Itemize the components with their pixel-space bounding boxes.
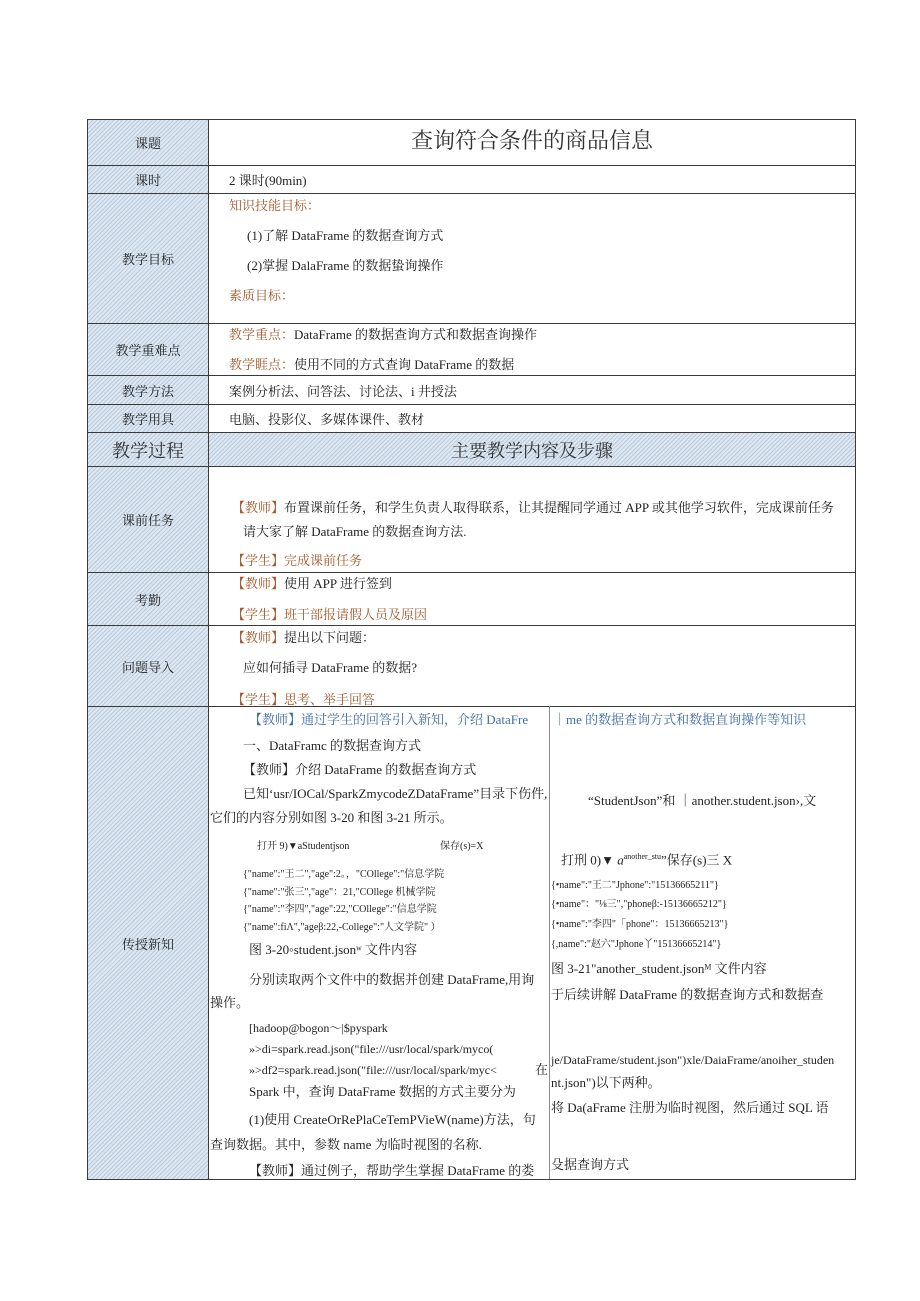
new-knowledge-right (550, 707, 855, 1179)
attendance-student-line: 【学生】班干部报请假人员及原因 (232, 607, 428, 622)
code-line: [hadoop@bogon～|$pyspark (249, 1021, 388, 1035)
label-topic: 课题 (88, 120, 208, 165)
table-rule (87, 165, 856, 166)
json-line: {•name":"李四"「phone"：15136665213"} (551, 919, 729, 930)
figure-caption: 图 3-21"another_student.jsonᴹ 文件内容 (551, 961, 767, 976)
knowledge-item: (1)了解 DataFrame 的数据查询方式 (247, 228, 444, 243)
intro-student-line: 【学生】思考、举手回答 (232, 692, 376, 706)
nk-register: 将 Da(aFrame 注册为临时视图，然后通过 SQL 语 (551, 1100, 829, 1115)
label-pre-class: 课前任务 (88, 467, 208, 572)
nk-known-path: 已知‘usr/IOCal/SparkZmycodeZDataFrame”目录下伤件, (243, 786, 548, 801)
nk-dialog-open: 打刑 0)▼ (561, 852, 618, 868)
label-objectives: 教学目标 (88, 194, 208, 323)
json-line: {"name":"王二","age":2。，"COllege":"信息学院 (243, 869, 445, 880)
nk-files: “StudentJson”和 ｜another.student.json›,文 (588, 793, 817, 808)
table-rule (87, 323, 856, 324)
json-line: {,name":"赵六"Jphone丫"15136665214"} (551, 939, 722, 950)
nk-read-files-2: 操作。 (210, 995, 250, 1010)
code-line: je/DataFrame/student.json")xle/DaiaFrame/anoiher_studen (551, 1053, 835, 1067)
lesson-hours: 2 课时(90min) (229, 173, 307, 188)
difficult-point-text: 使用不同的方式查询 DataFrame 的数据 (294, 357, 515, 372)
new-knowledge-left (209, 707, 549, 1179)
key-point-text: DataFrame 的数据查询方式和数据查询操作 (294, 327, 538, 342)
label-hours: 课时 (88, 166, 208, 193)
intro-question: 应如何插寻 DataFrame 的数据? (243, 660, 418, 675)
table-rule (87, 193, 856, 194)
attendance-teacher-line (232, 576, 392, 592)
json-line: {•name"："⅛三","phoneβ:-15136665212"} (551, 899, 727, 910)
label-process: 教学过程 (88, 433, 208, 466)
key-point-line (229, 327, 537, 343)
json-line: {•name":"王二"Jphone":"15136665211"} (551, 880, 719, 891)
nk-dialog-line (561, 849, 732, 868)
teaching-tools: 电脑、投影仪、多媒体课件、教材 (229, 412, 425, 427)
label-attendance: 考勤 (88, 573, 208, 625)
nk-teacher-intro: 【教师】介绍 DataFrame 的数据查询方式 (243, 762, 477, 777)
label-tools: 教学用具 (88, 405, 208, 432)
nk-followup: 于后续讲解 DataFrame 的数据查询方式和数据查 (551, 987, 824, 1002)
knowledge-item: (2)掌握 DalaFrame 的数据蛰询操作 (247, 258, 444, 273)
nk-dialog-open: 打开 9)▼aStudentjson (257, 841, 350, 852)
nk-section-heading: 一、DataFramc 的数据查询方式 (243, 738, 422, 753)
nk-way-1: (1)使用 CreateOrRePlaCeTemPVieW(name)方法，句 (249, 1112, 536, 1127)
table-rule (87, 466, 856, 467)
knowledge-heading: 知识技能目标： (229, 198, 321, 213)
nk-dialog-file-sup: another_stu (623, 852, 662, 861)
table-border-right (855, 119, 856, 1180)
pre-class-teacher-text-2: 请大家了解 DataFrame 的数据查询方法. (243, 524, 467, 539)
intro-clip (209, 626, 855, 706)
teacher-tag: 【教师】 (232, 630, 285, 645)
intro-teacher-text: 提出以下问题： (284, 630, 376, 645)
nk-teacher-example: 【教师】通过例子，帮助学生掌握 DataFrame 的娄 (249, 1163, 535, 1178)
table-rule (87, 572, 856, 573)
code-line: »>df2=spark.read.json("file:///usr/local/spark/myc< (249, 1063, 497, 1077)
table-rule (87, 404, 856, 405)
label-methods: 教学方法 (88, 376, 208, 404)
attendance-teacher-text: 使用 APP 进行签到 (284, 576, 392, 591)
teacher-tag: 【教师】 (232, 576, 285, 591)
difficult-point-line (229, 357, 514, 373)
lesson-title: 查询符合条件的商品信息 (410, 129, 653, 154)
nk-dialog-save: ”保存(s)三 X (661, 852, 733, 868)
table-rule (87, 119, 856, 120)
table-rule (87, 432, 856, 433)
nk-data-query: 殳据查询方式 (551, 1157, 630, 1172)
table-rule (87, 1179, 856, 1180)
nk-read-files: 分别读取两个文件中的数据并创建 DataFrame,用询 (249, 972, 535, 987)
json-line: {"name":fiΛ","ageβ:22,-College":"人文学院" ） (243, 922, 441, 933)
key-point-label: 教学重点： (229, 327, 295, 342)
pre-class-student-line: 【学生】完成课前任务 (232, 553, 363, 568)
table-rule (87, 375, 856, 376)
teacher-tag: 【教师】 (232, 500, 285, 515)
pre-class-teacher-text: 布置课前任务，和学生负责人取得联系，让其提醒同学通过 APP 或其他学习软件，完成课前任务 (284, 500, 834, 515)
nk-spark-ways: Spark 中，查询 DataFrame 数据的方式主要分为 (249, 1084, 516, 1099)
nk-dialog-save: 保存(s)=X (440, 841, 484, 852)
nk-way-1-cont: 查询数据。其中，参数 name 为临时视图的名称. (210, 1137, 482, 1152)
code-line: »>di=spark.read.json("file:///usr/local/spark/myco( (249, 1042, 494, 1056)
quality-heading: 素质目标： (229, 288, 295, 303)
json-line: {"name":"李四","age":22,"COllege":"信息学院 (243, 904, 437, 915)
nk-dialog-file: a (617, 852, 624, 868)
figure-caption: 图 3-20◦student.jsonʷ 文件内容 (249, 942, 417, 957)
nk-path-line-2: nt.json")以下两种。 (551, 1075, 661, 1090)
nk-contents: 它们的内容分别如图 3-20 和图 3-21 所示。 (210, 810, 453, 825)
nk-left-intro: 【教师】通过学生的回答引入新知，介绍 DataFre (249, 712, 529, 727)
json-line: {"name":"张三","age"：21,"COllege 机械学院 (243, 887, 436, 898)
pre-class-teacher-line (232, 500, 834, 516)
nk-in-word: 在 (535, 1062, 549, 1077)
teaching-methods: 案例分析法、问答法、讨论法、i 井授法 (229, 384, 457, 399)
table-border-left (87, 119, 88, 1180)
label-new-knowledge: 传授新知 (88, 707, 208, 1179)
nk-right-intro: ｜me 的数据查询方式和数据直询操作等知识 (553, 712, 807, 727)
header-main-content: 主要教学内容及步骤 (209, 433, 855, 466)
difficult-point-label: 教学睚点： (229, 357, 295, 372)
label-key-points: 教学重难点 (88, 324, 208, 375)
label-intro: 问题导入 (88, 626, 208, 706)
